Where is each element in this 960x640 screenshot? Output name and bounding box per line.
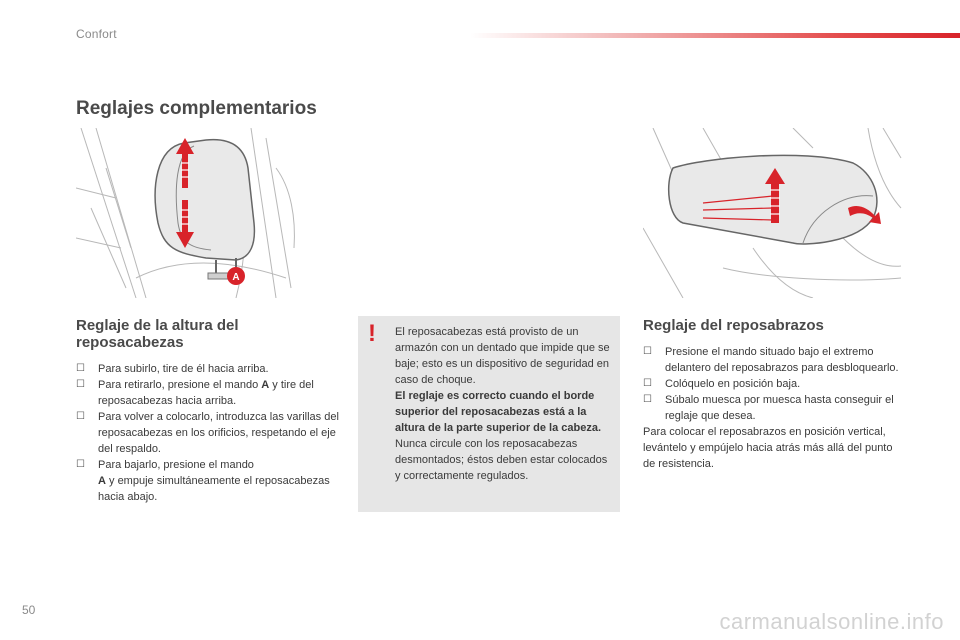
checkbox-icon: ☐: [76, 459, 85, 470]
exclamation-icon: !: [368, 320, 376, 347]
list-item: [643, 344, 901, 376]
step-text: Presione el mando situado bajo el extremo delantero del reposabrazos para desbloquearlo.: [665, 346, 899, 374]
marker-a-label: A: [232, 272, 240, 283]
armrest-heading: Reglaje del reposabrazos: [643, 317, 824, 334]
warning-paragraph-2: El reglaje es correcto cuando el borde superior del reposacabezas está a la altura de la parte superior de la cabeza.: [395, 390, 602, 434]
armrest-paragraph: Para colocar el reposabrazos en posición vertical, levántelo y empújelo hacia atrás más allá del punto de resistencia.: [643, 426, 893, 470]
step-text: Para volver a colocarlo, introduzca las varillas del reposacabezas en los orificios, respetando el eje del respaldo.: [98, 411, 339, 455]
step-text-bold: A: [261, 379, 270, 391]
checkbox-icon: ☐: [76, 363, 85, 374]
step-text-bold: A: [98, 475, 106, 487]
step-text: Súbalo muesca por muesca hasta conseguir el reglaje que desea.: [665, 394, 894, 422]
warning-text: [395, 324, 610, 484]
list-item: [643, 376, 901, 392]
list-item: [643, 392, 901, 424]
header-accent-bar: [470, 33, 960, 38]
checkbox-icon: ☐: [76, 411, 85, 422]
page-title: Reglajes complementarios: [76, 98, 317, 119]
list-item: [76, 377, 341, 409]
headrest-illustration: [76, 128, 301, 298]
headrest-section: [76, 317, 341, 505]
step-text-before: Para bajarlo, presione el mando: [98, 459, 254, 471]
page-number: 50: [22, 603, 36, 617]
warning-paragraph-1: El reposacabezas está provisto de un armazón con un dentado que impide que se baje; esto es un dispositivo de seguridad en caso de choque.: [395, 326, 610, 386]
headrest-heading: Reglaje de la altura del reposacabezas: [76, 317, 239, 351]
checkbox-icon: ☐: [643, 346, 652, 357]
list-item: [76, 361, 341, 377]
armrest-section: [643, 317, 901, 472]
watermark: carmanualsonline.info: [719, 609, 944, 634]
list-item: [76, 409, 341, 457]
checkbox-icon: ☐: [76, 379, 85, 390]
step-text-after: y empuje simultáneamente el reposacabezas hacia abajo.: [98, 475, 330, 503]
armrest-illustration: [643, 128, 903, 298]
section-label: Confort: [76, 27, 117, 41]
warning-paragraph-3: Nunca circule con los reposacabezas desmontados; éstos deben estar colocados y correctamente regulados.: [395, 438, 608, 482]
step-text: Colóquelo en posición baja.: [665, 378, 801, 390]
headrest-steps: [76, 361, 341, 505]
step-text-before: Para retirarlo, presione el mando: [98, 379, 262, 391]
step-text-after: y tire del reposacabezas hacia arriba.: [98, 379, 314, 407]
warning-box: [358, 316, 620, 512]
checkbox-icon: ☐: [643, 394, 652, 405]
list-item: [76, 457, 341, 505]
armrest-steps: [643, 344, 901, 424]
step-text: Para subirlo, tire de él hacia arriba.: [98, 363, 269, 375]
checkbox-icon: ☐: [643, 378, 652, 389]
